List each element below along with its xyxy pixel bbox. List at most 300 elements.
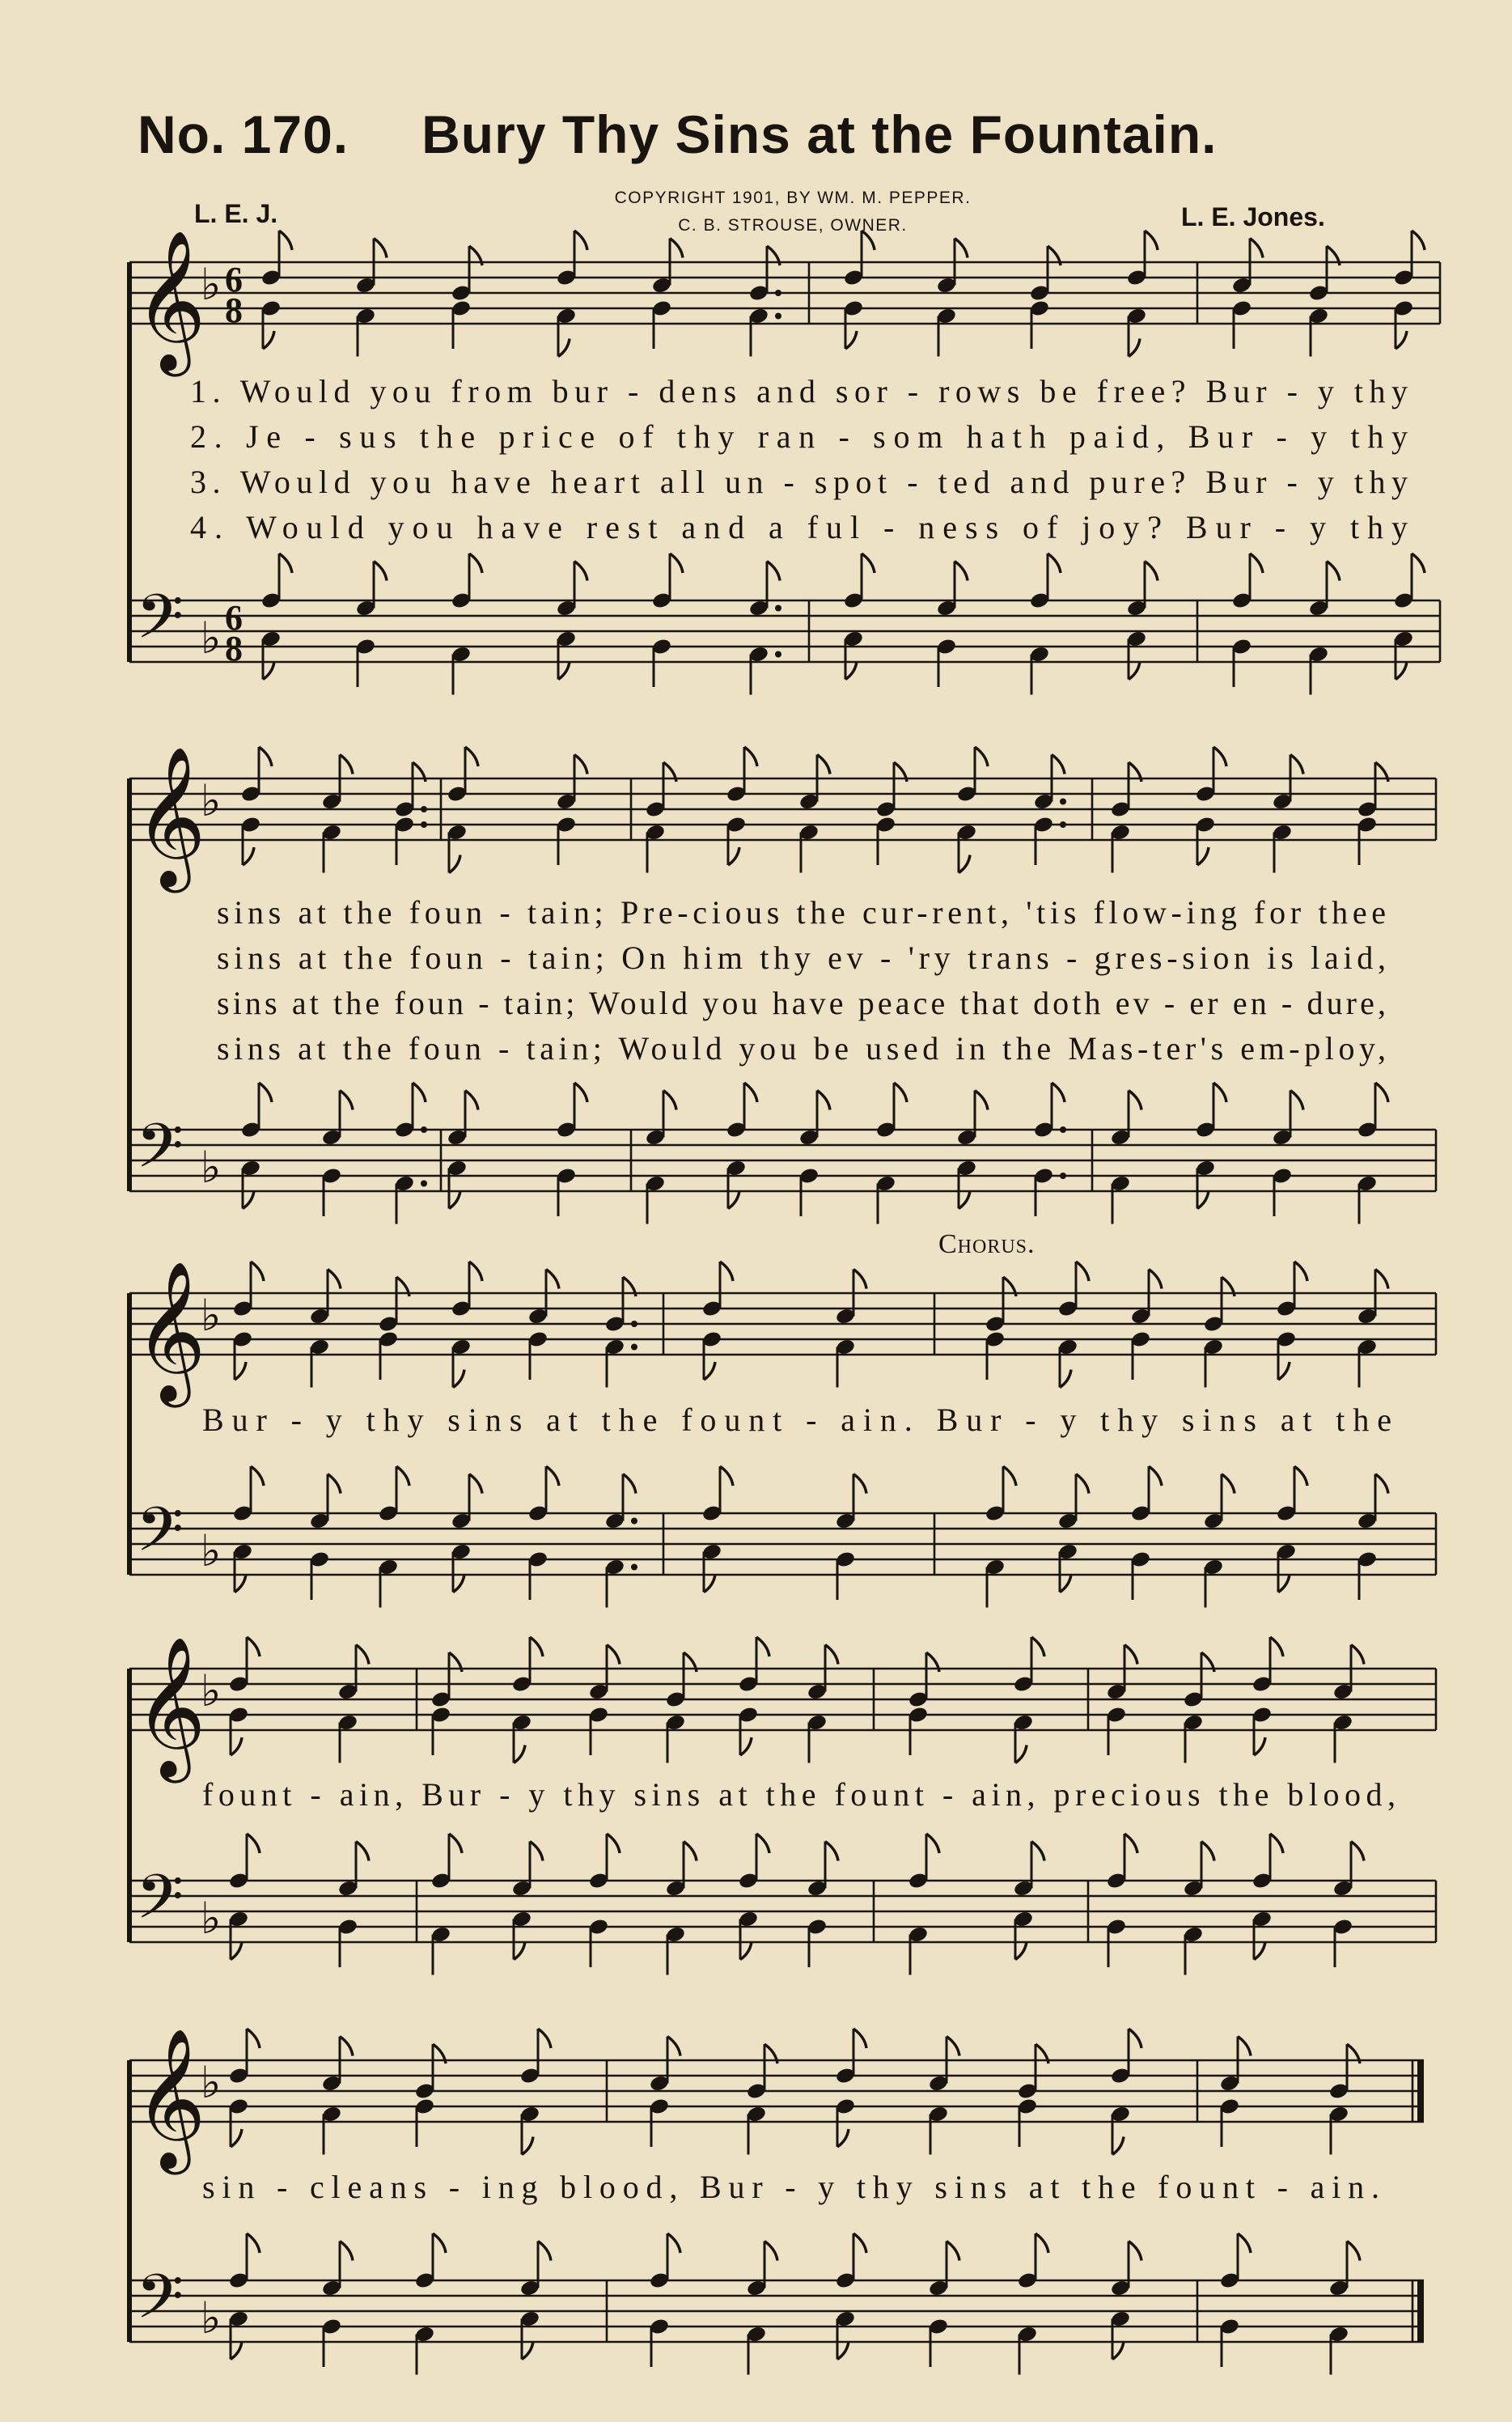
- flag: [1145, 562, 1158, 581]
- flag: [853, 2233, 866, 2253]
- flag: [340, 2242, 353, 2261]
- augmentation-dot: [1060, 1126, 1066, 1133]
- flag: [853, 2029, 866, 2048]
- flag: [975, 747, 988, 766]
- chord: [1357, 1083, 1388, 1224]
- flag: [959, 1191, 970, 1209]
- chord: [807, 1842, 838, 1968]
- flag: [514, 1942, 525, 1960]
- hymn-title-text: Bury Thy Sins at the Fountain.: [421, 104, 1218, 164]
- chord: [1106, 1834, 1137, 1967]
- treble-clef: 𝄞: [134, 750, 206, 884]
- bass-clef: 𝄢: [136, 1113, 184, 1195]
- augmentation-dot: [421, 806, 427, 812]
- flag: [1149, 1466, 1162, 1486]
- flag: [947, 2037, 959, 2056]
- flag: [704, 1575, 715, 1593]
- copyright-line-1: COPYRIGHT 1901, BY WM. M. PEPPER.: [614, 189, 972, 207]
- flag: [465, 747, 478, 766]
- flag: [1270, 1637, 1283, 1656]
- chord: [1276, 1262, 1307, 1380]
- bass-staff: [129, 1834, 1436, 1975]
- flag: [530, 1637, 543, 1656]
- chord: [430, 1834, 462, 1975]
- chord: [394, 1083, 427, 1224]
- flag: [623, 1474, 636, 1494]
- flag: [340, 755, 353, 774]
- flag: [1129, 2029, 1141, 2048]
- treble-clef: 𝄞: [134, 1265, 206, 1399]
- bass-staff: [129, 2233, 1424, 2375]
- flag: [514, 1745, 525, 1763]
- augmentation-dot: [1060, 821, 1066, 828]
- chord: [451, 554, 482, 695]
- chord: [1231, 554, 1263, 687]
- lyric-verse-1-line-2: sins at the foun - tain; Pre-cious the cur-rent, 'tis flow-ing for thee: [217, 894, 1386, 931]
- chord: [1033, 1083, 1066, 1216]
- chord: [1308, 562, 1340, 695]
- chord: [309, 1270, 341, 1388]
- time-signature-top: 6: [225, 598, 243, 638]
- flag: [356, 1842, 369, 1861]
- flag: [1129, 339, 1140, 357]
- flag: [1294, 1262, 1307, 1281]
- chord: [1219, 2233, 1251, 2367]
- flag: [574, 231, 587, 250]
- flag: [756, 1637, 769, 1656]
- flag: [259, 1083, 272, 1102]
- chord: [604, 1474, 637, 1608]
- flag: [465, 1091, 478, 1110]
- flag: [1254, 1737, 1265, 1755]
- flag: [1254, 1942, 1265, 1960]
- chord: [928, 2242, 959, 2368]
- treble-staff: [129, 747, 1436, 893]
- flat-key-signature: ♭: [201, 614, 222, 663]
- flag: [558, 662, 570, 680]
- chord: [1029, 554, 1061, 695]
- flag: [328, 1474, 341, 1494]
- flag: [853, 1474, 866, 1494]
- chord: [985, 1466, 1016, 1608]
- flag: [817, 755, 830, 774]
- flag: [1003, 1466, 1016, 1486]
- flag: [1375, 1083, 1388, 1102]
- flag: [259, 747, 272, 766]
- chord: [726, 747, 757, 865]
- flag: [1129, 2242, 1141, 2261]
- chord: [1195, 747, 1226, 865]
- flag: [574, 1083, 587, 1102]
- flag: [530, 1842, 543, 1861]
- augmentation-dot: [631, 1518, 637, 1525]
- chord: [928, 2037, 959, 2155]
- flag: [340, 1091, 353, 1110]
- flag: [1213, 1083, 1226, 1102]
- flag: [251, 1466, 264, 1486]
- chord: [355, 239, 387, 357]
- flag: [837, 2129, 849, 2147]
- flat-key-signature: ♭: [201, 2059, 222, 2107]
- flag: [667, 2233, 680, 2253]
- flag: [453, 1370, 464, 1388]
- flag: [959, 855, 970, 873]
- flag: [546, 1270, 559, 1289]
- time-signature-top: 6: [225, 260, 243, 299]
- flag: [1129, 1091, 1141, 1110]
- augmentation-dot: [775, 290, 781, 296]
- treble-clef: 𝄞: [134, 2032, 206, 2166]
- flag: [243, 1191, 254, 1209]
- chord: [665, 1842, 697, 1975]
- chord: [1357, 1270, 1388, 1388]
- flag: [740, 1737, 752, 1755]
- chord: [1272, 1091, 1303, 1217]
- flag: [469, 1262, 482, 1281]
- flag: [744, 1083, 757, 1102]
- chord: [701, 1262, 733, 1380]
- flag: [1250, 239, 1263, 258]
- augmentation-dot: [631, 1321, 637, 1327]
- flag: [1412, 231, 1425, 250]
- flag: [1294, 1466, 1307, 1486]
- augmentation-dot: [775, 313, 781, 320]
- flag: [449, 1191, 460, 1209]
- lyric-verse-3-line-1: 3. Would you have heart all un - spot - ted and pure? Bur - y thy: [190, 464, 1408, 500]
- flag: [1048, 554, 1061, 573]
- flag: [955, 562, 968, 581]
- flag: [767, 562, 780, 581]
- flag: [1238, 2233, 1251, 2253]
- chord: [738, 1637, 769, 1755]
- flag: [1060, 1575, 1071, 1593]
- lyric-verse-4-line-2: sins at the foun - tain; Would you be used in the Mas-ter's em-ploy,: [217, 1030, 1386, 1067]
- flag: [1149, 1270, 1162, 1289]
- flag: [1036, 2233, 1048, 2253]
- flag: [1124, 1645, 1137, 1665]
- flag: [453, 1575, 464, 1593]
- flag: [1278, 1575, 1290, 1593]
- lyric-verse-2-line-1: 2. Je - sus the price of thy ran - som hath paid, Bur - y thy: [190, 418, 1408, 455]
- flag: [235, 1575, 246, 1593]
- flag: [1270, 1834, 1283, 1853]
- flat-key-signature: ♭: [201, 777, 222, 825]
- flat-key-signature: ♭: [201, 2294, 222, 2343]
- flag: [1060, 1370, 1071, 1388]
- flag: [756, 1834, 769, 1853]
- flag: [670, 239, 683, 258]
- chord: [1110, 1091, 1141, 1224]
- flag: [251, 1262, 264, 1281]
- flag: [279, 231, 292, 250]
- flag: [947, 2242, 959, 2261]
- flat-key-signature: ♭: [201, 261, 222, 309]
- lyric-chorus-line-1: Bur - y thy sins at the fount - ain. Bur - y thy sins at the: [202, 1402, 1391, 1438]
- flag: [396, 1466, 409, 1486]
- chord: [875, 1083, 907, 1224]
- chord: [588, 1834, 620, 1967]
- flag: [728, 1191, 739, 1209]
- flag: [231, 1737, 242, 1755]
- chord: [527, 1466, 559, 1600]
- lyric-verse-4-line-1: 4. Would you have rest and a ful - ness of joy? Bur - y thy: [190, 509, 1408, 545]
- chorus-label: Chorus.: [938, 1229, 1036, 1259]
- bass-clef: 𝄢: [136, 583, 184, 666]
- flag: [684, 1842, 697, 1861]
- chord: [843, 231, 875, 349]
- flat-key-signature: ♭: [201, 1143, 222, 1192]
- lyric-verse-2-line-2: sins at the foun - tain; On him thy ev - 'ry trans - gres-sion is laid,: [217, 940, 1386, 976]
- chord: [321, 2242, 353, 2368]
- flag: [926, 1834, 939, 1853]
- augmentation-dot: [421, 821, 427, 828]
- flag: [356, 1645, 369, 1665]
- lyric-verse-1-line-1: 1. Would you from bur - dens and sor - rows be free? Bur - y thy: [190, 373, 1408, 409]
- flag: [1197, 847, 1209, 865]
- flat-key-signature: ♭: [201, 1527, 222, 1576]
- chord: [798, 1091, 830, 1217]
- flag: [667, 2037, 680, 2056]
- chord: [1183, 1842, 1214, 1975]
- chord: [1272, 755, 1303, 873]
- bass-clef: 𝄢: [136, 2263, 184, 2346]
- flag: [231, 2129, 242, 2147]
- flag: [1375, 1270, 1388, 1289]
- chord: [240, 747, 272, 865]
- flag: [1412, 554, 1425, 573]
- flag: [279, 554, 292, 573]
- flag: [744, 747, 757, 766]
- flag: [263, 331, 274, 349]
- flag: [862, 554, 875, 573]
- flag: [538, 2029, 551, 2048]
- time-signature-bottom: 8: [225, 291, 243, 330]
- flag: [607, 1645, 620, 1665]
- chord: [936, 562, 968, 688]
- composer-credit: L. E. Jones.: [1181, 202, 1325, 231]
- augmentation-dot: [775, 651, 781, 658]
- flag: [1031, 1637, 1044, 1656]
- flag: [546, 1466, 559, 1486]
- chord: [835, 2029, 866, 2147]
- flag: [1145, 231, 1158, 250]
- flag: [1052, 1083, 1065, 1102]
- flag: [740, 1942, 752, 1960]
- flag: [538, 2242, 551, 2261]
- treble-staff: [129, 2029, 1424, 2175]
- flag: [955, 239, 968, 258]
- augmentation-dot: [1060, 799, 1066, 805]
- flat-key-signature: ♭: [201, 1894, 222, 1943]
- chord: [355, 562, 387, 688]
- chord: [1393, 231, 1425, 349]
- flag: [670, 554, 683, 573]
- flag: [1076, 1262, 1089, 1281]
- flag: [720, 1262, 733, 1281]
- flag: [231, 2342, 242, 2360]
- flag: [1112, 2137, 1124, 2155]
- flag: [1278, 1362, 1290, 1380]
- flag: [1396, 662, 1407, 680]
- flag: [413, 1083, 426, 1102]
- flat-key-signature: ♭: [201, 1292, 222, 1340]
- flag: [817, 1091, 830, 1110]
- flag: [1222, 1474, 1235, 1494]
- chord: [1332, 1645, 1364, 1763]
- flag: [975, 1091, 988, 1110]
- chord: [1017, 2233, 1048, 2375]
- chord: [835, 1270, 866, 1388]
- chord: [232, 1262, 264, 1380]
- chord: [1328, 2242, 1360, 2375]
- chord: [835, 1474, 866, 1601]
- flag: [1112, 2342, 1124, 2360]
- chord: [321, 755, 353, 873]
- flag: [522, 2342, 533, 2360]
- flag: [247, 2029, 260, 2048]
- chord: [1252, 1637, 1283, 1755]
- flag: [1290, 1091, 1303, 1110]
- augmentation-dot: [1060, 1173, 1066, 1179]
- chord: [228, 1637, 260, 1755]
- chord: [1357, 1474, 1388, 1601]
- flag: [1213, 747, 1226, 766]
- flag: [1351, 1842, 1364, 1861]
- flag: [374, 562, 387, 581]
- flag: [574, 755, 587, 774]
- treble-staff: [129, 231, 1440, 377]
- bass-clef: 𝄢: [136, 1496, 184, 1579]
- time-signature-bottom: 8: [225, 629, 243, 668]
- lyric-chorus-line-3: sin - cleans - ing blood, Bur - y thy sins at the fount - ain.: [202, 2169, 1380, 2205]
- augmentation-dot: [631, 1564, 637, 1571]
- flag: [1396, 331, 1407, 349]
- flag: [663, 1091, 676, 1110]
- bass-staff: [129, 1466, 1436, 1608]
- flag: [263, 662, 274, 680]
- flag: [433, 2233, 446, 2253]
- bass-staff: [129, 554, 1440, 695]
- system-1: [129, 231, 1440, 695]
- chord: [1130, 1466, 1162, 1600]
- lyric-chorus-line-2: fount - ain, Bur - y thy sins at the fount - ain, precious the blood,: [202, 1776, 1396, 1813]
- flag: [728, 847, 739, 865]
- chord: [1332, 1842, 1364, 1968]
- flag: [837, 2342, 849, 2360]
- augmentation-dot: [421, 1126, 427, 1133]
- flag: [607, 1834, 620, 1853]
- flag: [574, 562, 587, 581]
- flag: [1015, 1942, 1027, 1960]
- augmentation-dot: [421, 1181, 427, 1187]
- chord: [228, 2029, 260, 2147]
- flag: [328, 1270, 341, 1289]
- flag: [340, 2037, 353, 2056]
- chord: [807, 1645, 838, 1763]
- chord: [260, 231, 292, 349]
- treble-staff: [129, 1637, 1436, 1784]
- flag: [845, 662, 857, 680]
- flag: [853, 1270, 866, 1289]
- treble-clef: 𝄞: [134, 1640, 206, 1775]
- chord: [798, 755, 830, 873]
- chord: [746, 2242, 777, 2375]
- flag: [1052, 755, 1065, 774]
- flag: [825, 1645, 838, 1665]
- chord: [321, 2037, 353, 2155]
- flag: [231, 1942, 242, 1960]
- flag: [1290, 755, 1303, 774]
- chord: [1203, 1474, 1235, 1608]
- flag: [469, 554, 482, 573]
- flag: [235, 1362, 246, 1380]
- hymn-number: No. 170.: [138, 104, 349, 164]
- flag: [522, 2137, 533, 2155]
- chord: [414, 2233, 446, 2375]
- lyric-verse-3-line-2: sins at the foun - tain; Would you have peace that doth ev - er en - dure,: [217, 985, 1386, 1021]
- flag: [862, 231, 875, 250]
- chord: [748, 562, 781, 695]
- flag: [1375, 1474, 1388, 1494]
- flag: [247, 2233, 260, 2253]
- flag: [374, 239, 387, 258]
- chord: [908, 1834, 939, 1975]
- flag: [1197, 1191, 1209, 1209]
- bass-staff: [129, 1083, 1436, 1224]
- treble-staff: [129, 1262, 1436, 1408]
- flag: [1129, 662, 1140, 680]
- flag: [825, 1842, 838, 1861]
- flag: [1015, 1745, 1027, 1763]
- chord: [309, 1474, 341, 1601]
- flag: [1327, 562, 1340, 581]
- flag: [247, 1637, 260, 1656]
- augmentation-dot: [775, 605, 781, 612]
- flag: [894, 1083, 907, 1102]
- copyright-line-2: C. B. STROUSE, OWNER.: [678, 216, 908, 235]
- flag: [1201, 1842, 1214, 1861]
- flag: [449, 855, 460, 873]
- augmentation-dot: [631, 1344, 637, 1351]
- flag: [1076, 1474, 1089, 1494]
- flag: [1351, 1645, 1364, 1665]
- flag: [1347, 2242, 1360, 2261]
- flag: [720, 1466, 733, 1486]
- chord: [936, 239, 968, 357]
- treble-clef: 𝄞: [134, 234, 206, 368]
- flag: [469, 1474, 482, 1494]
- chord: [321, 1091, 353, 1217]
- flag: [1250, 554, 1263, 573]
- chord: [645, 1091, 676, 1224]
- flag: [558, 339, 570, 357]
- flat-key-signature: ♭: [201, 1667, 222, 1716]
- flag: [1124, 1834, 1137, 1853]
- flag: [247, 1834, 260, 1853]
- chord: [649, 2233, 680, 2367]
- chord: [337, 1645, 369, 1763]
- chord: [556, 1083, 587, 1216]
- chord: [651, 554, 683, 687]
- flag: [243, 847, 254, 865]
- bass-clef: 𝄢: [136, 1864, 184, 1946]
- chord: [378, 1466, 409, 1608]
- flag: [764, 2242, 777, 2261]
- flag: [1031, 1842, 1044, 1861]
- flag: [704, 1362, 715, 1380]
- flag: [845, 331, 857, 349]
- lyricist-credit: L. E. J.: [194, 199, 278, 228]
